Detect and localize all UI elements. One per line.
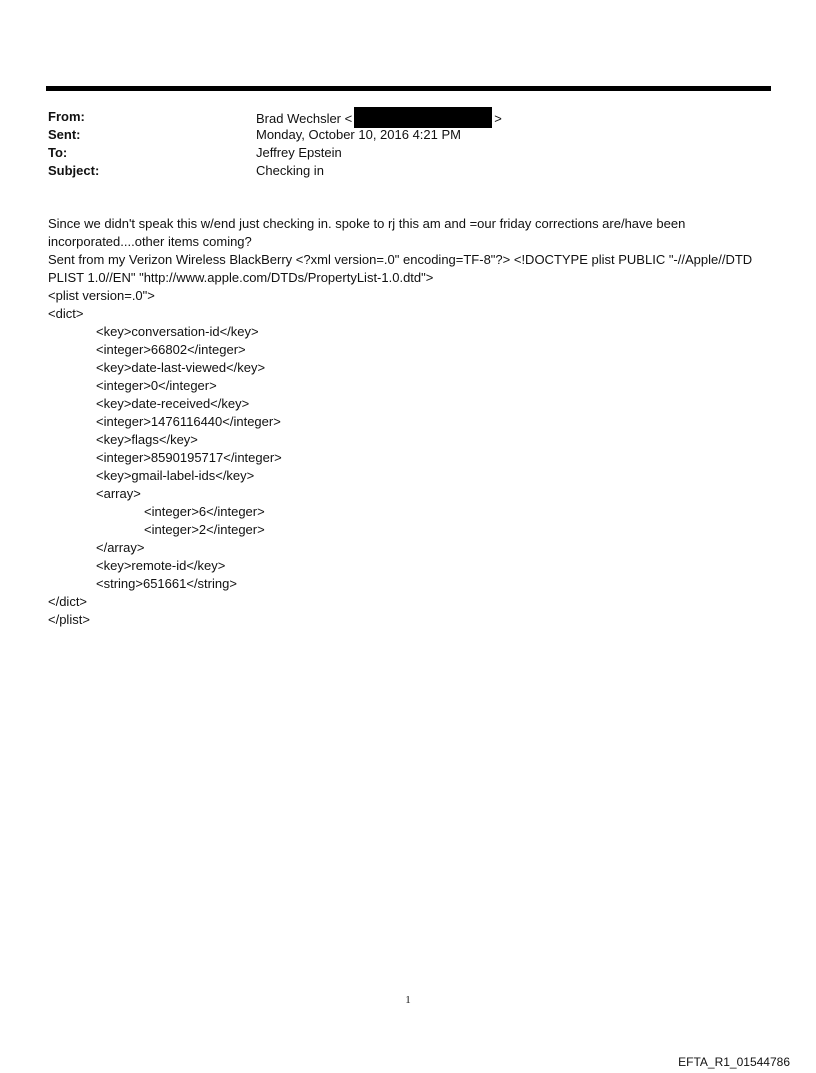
body-line: <plist version=.0"> — [48, 288, 155, 303]
body-line: <integer>1476116440</integer> — [96, 414, 281, 429]
body-line: <key>conversation-id</key> — [96, 324, 259, 339]
subject-label: Subject: — [48, 163, 100, 178]
email-body — [48, 215, 778, 629]
sent-value: Monday, October 10, 2016 4:21 PM — [256, 127, 461, 142]
body-line: Since we didn't speak this w/end just checking in. spoke to rj this am and =our friday corrections are/have been — [48, 216, 686, 231]
subject-value: Checking in — [256, 163, 324, 178]
body-line: <dict> — [48, 306, 84, 321]
body-line: <key>remote-id</key> — [96, 558, 226, 573]
document-id: EFTA_R1_01544786 — [678, 1055, 790, 1069]
from-label: From: — [48, 109, 85, 124]
body-line: <key>date-last-viewed</key> — [96, 360, 266, 375]
body-line: Sent from my Verizon Wireless BlackBerry <?xml version=.0" encoding=TF-8"?> <!DOCTYPE plist PUBLIC "-//Apple//DTD — [48, 252, 753, 267]
to-label: To: — [48, 145, 68, 160]
body-line: <integer>0</integer> — [96, 378, 217, 393]
from-value — [256, 107, 502, 128]
body-line: incorporated....other items coming? — [48, 234, 252, 249]
body-line: </plist> — [48, 612, 90, 627]
body-line: <integer>6</integer> — [144, 504, 265, 519]
body-line: <integer>8590195717</integer> — [96, 450, 282, 465]
body-line: <array> — [96, 486, 141, 501]
body-line: PLIST 1.0//EN" "http://www.apple.com/DTDs/PropertyList-1.0.dtd"> — [48, 270, 434, 285]
sent-label: Sent: — [48, 127, 81, 142]
body-line: <integer>66802</integer> — [96, 342, 246, 357]
body-line: <key>date-received</key> — [96, 396, 250, 411]
body-line: <key>flags</key> — [96, 432, 198, 447]
redaction-box — [354, 107, 492, 128]
body-line: <integer>2</integer> — [144, 522, 265, 537]
body-line: </dict> — [48, 594, 88, 609]
to-value: Jeffrey Epstein — [256, 145, 342, 160]
page-number: 1 — [405, 994, 411, 1006]
body-line: </array> — [96, 540, 145, 555]
body-line: <key>gmail-label-ids</key> — [96, 468, 255, 483]
body-line: <string>651661</string> — [96, 576, 237, 591]
from-close: > — [494, 111, 502, 126]
from-name: Brad Wechsler < — [256, 111, 353, 126]
header-divider — [46, 86, 771, 91]
